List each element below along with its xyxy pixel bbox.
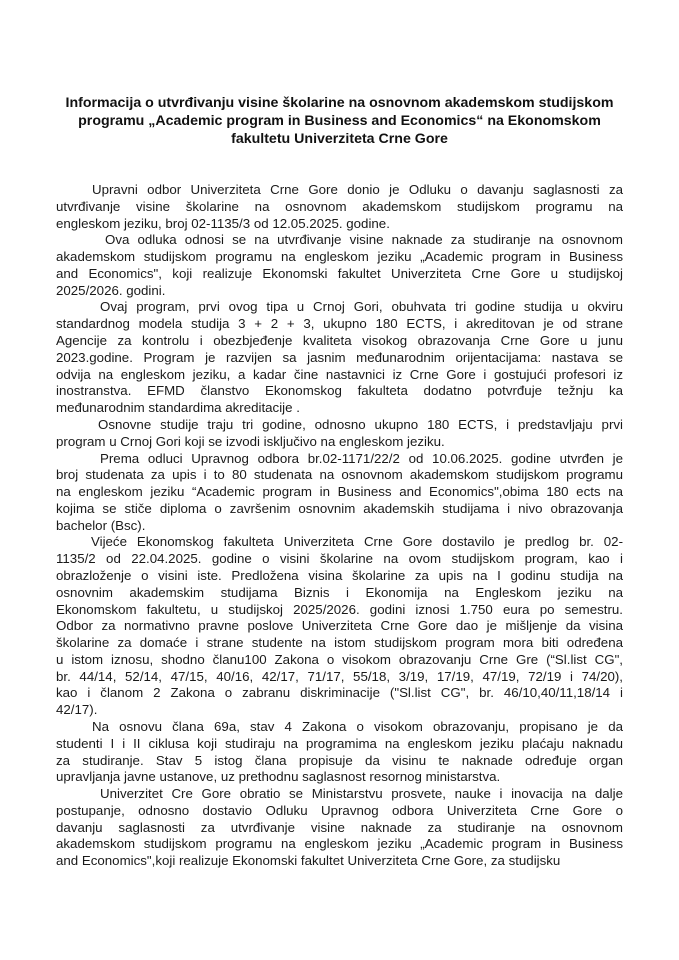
text-line: Na osnovu člana 69a, stav 4 Zakona o visokom obrazovanju, propisano je da (92, 719, 623, 734)
text-line: inostranstva. EFMD članstvo Ekonomskog fakulteta dodatno potvrđuje težnju ka (56, 383, 623, 399)
text-line: program u Crnoj Gori koji se izvodi isključivo na engleskom jeziku. (56, 433, 445, 449)
text-line: na engleskom jeziku “Academic program in Business and Economics",obima 180 ects na (56, 484, 623, 500)
text-line: Univerzitet Cre Gore obratio se Ministarstvu prosvete, nauke i inovacija na dalje (100, 786, 623, 802)
paragraph (56, 534, 623, 719)
text-line: 1135/2 od 22.04.2025. godine o visini školarine na ovom studijskom program, kao i (56, 551, 623, 567)
text-line: utvrđivanje visine školarine na osnovnom akademskom studijskom programu na (56, 198, 623, 214)
text-line: bachelor (Bsc). (56, 517, 146, 533)
text-line: upravljanja javne ustanove, uz prethodnu saglasnost resornog ministarstva. (56, 769, 501, 785)
text-line: Prema odluci Upravnog odbora br.02-1171/22/2 od 10.06.2025. godine utvrđen je (100, 450, 623, 466)
text-line: Osnovne studije traju tri godine, odnosno ukupno 180 ECTS, i predstavljaju prvi (98, 416, 623, 432)
text-line: 2025/2026. godini. (56, 282, 166, 298)
title-line: fakultetu Univerziteta Crne Gore (231, 131, 448, 147)
text-line: akademskom studijskom programu na engleskom jeziku „Academic program in Business (56, 249, 623, 265)
text-line: and Economics", koji realizuje Ekonomski fakultet Univerziteta Crne Gore u studijskoj (56, 265, 623, 281)
text-line: and Economics",koji realizuje Ekonomski fakultet Univerziteta Crne Gore, za studijsku (56, 853, 561, 869)
text-line: Ovaj program, prvi ovog tipa u Crnoj Gori, obuhvata tri godine studija u okviru (100, 299, 623, 315)
text-line: obrazloženje o visini iste. Predložena visina školarine za upis na I godinu studija na (56, 567, 623, 583)
text-line: standardnog modela studija 3 + 2 + 3, ukupno 180 ECTS, i akreditovan je od strane (56, 316, 623, 332)
paragraph (56, 299, 623, 416)
text-line: 42/17). (56, 702, 98, 718)
text-line: engleskom jeziku, broj 02-1135/3 od 12.05.2025. godine. (56, 215, 390, 231)
text-line: studenti I i II ciklusa koji studiraju na programima na engleskom jeziku plaćaju naknadu (56, 735, 623, 751)
text-line: u istom iznosu, shodno članu100 Zakona o visokom obrazovanju Crne Gre (“Sl.list CG", (56, 651, 623, 667)
text-line: akademskom studijskom programu na engleskom jeziku „Academic program in Business (56, 836, 623, 852)
paragraph (56, 232, 623, 299)
paragraph (56, 786, 623, 870)
text-line: Odbor za normativno pravne poslove Univerziteta Crne Gore dao je mišljenje da visina (56, 618, 623, 634)
text-line: postupanje, odnosno dostavio Odluku Upravnog odbora Univerziteta Crne Gore o (56, 802, 623, 818)
paragraph (56, 719, 623, 786)
text-line: Vijeće Ekonomskog fakulteta Univerziteta Crne Gore dostavilo je predlog br. 02- (91, 534, 623, 550)
text-line: Agencije za kontrolu i obezbjeđenje kvaliteta visokog obrazovanja Crne Gore u junu (56, 333, 623, 349)
text-line: kao i članom 2 Zakona o zabranu diskriminacije ("Sl.list CG", br. 46/10,40/11,18/14 i (56, 685, 623, 701)
text-line: 2023.godine. Program je razvijen sa jasnim međunarodnim orijentacijama: nastava se (56, 349, 623, 365)
document-body (56, 182, 623, 870)
text-line: davanju saglasnosti za utvrđivanje visine naknade za studiranje na osnovnom (56, 819, 623, 835)
text-line: za studiranje. Stav 5 istog člana propisuje da visinu te naknade određuje organ (56, 752, 623, 768)
paragraph (56, 417, 623, 451)
text-line: kojima se stiče diploma o završenim osnovnim akademskih studijama i nivo obrazovanja (56, 500, 623, 516)
title-line: Informacija o utvrđivanju visine školarine na osnovnom akademskom studijskom (65, 95, 614, 111)
paragraph (56, 451, 623, 535)
text-line: osnovnim akademskim studijama Biznis i Ekonomija na Engleskom jeziku na (56, 584, 623, 600)
text-line: međunarodnim standardima akreditacije . (56, 400, 300, 416)
text-line: Ekonomskom fakultetu, u studijskoj 2025/2026. godini iznosi 1.750 eura po semestru. (56, 601, 623, 617)
text-line: broj studenata za upis i to 80 studenata na osnovnom akademskom studijskom programu (56, 467, 623, 483)
paragraph (56, 182, 623, 232)
document-title (40, 94, 639, 148)
text-line: Upravni odbor Univerziteta Crne Gore donio je Odluku o davanju saglasnosti za (92, 182, 623, 197)
text-line: br. 44/14, 52/14, 47/15, 40/16, 42/17, 71/17, 55/18, 3/19, 17/19, 47/19, 72/19 i 74/20), (56, 668, 623, 684)
text-line: školarine za domaće i strane studente na istom studijskom program mora biti određena (56, 635, 623, 651)
title-line: programu „Academic program in Business and Economics“ na Ekonomskom (78, 113, 601, 129)
text-line: odvija na engleskom jeziku, a kadar čine nastavnici iz Crne Gore i gostujući profesori iz (56, 366, 623, 382)
text-line: Ova odluka odnosi se na utvrđivanje visine naknade za studiranje na osnovnom (105, 232, 623, 248)
